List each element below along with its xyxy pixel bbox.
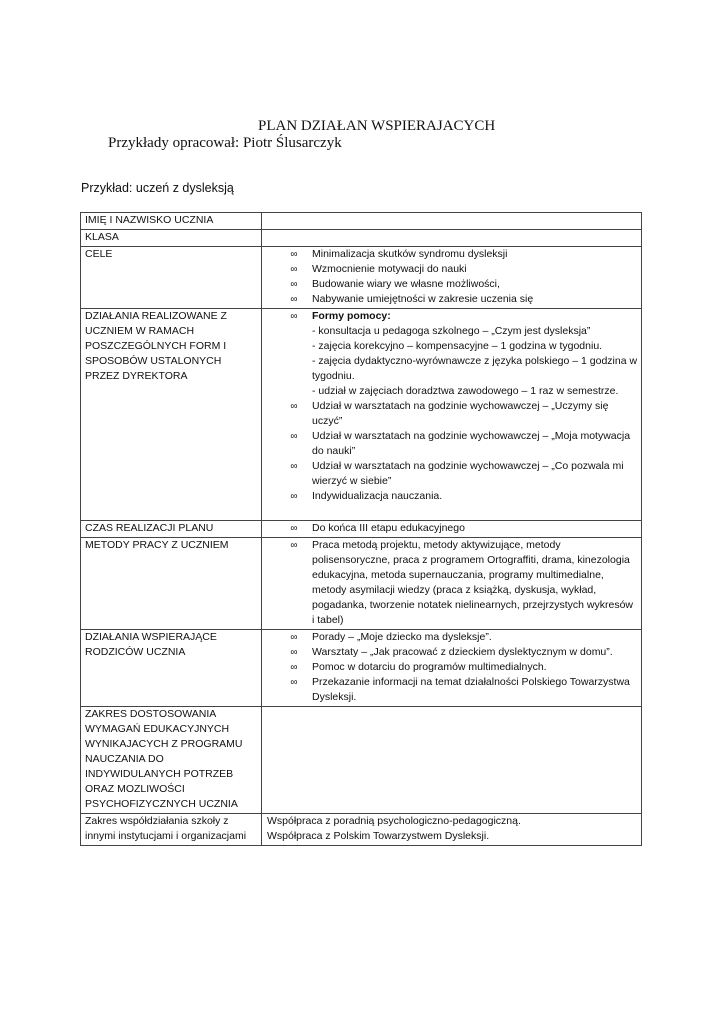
form-of-help-line: - zajęcia korekcyjno – kompensacyjne – 1 godzina w tygodniu. [312,340,603,352]
methods-list [266,538,638,628]
infinity-bullet-icon: ∞ [290,264,298,275]
row-label: KLASA [81,230,262,247]
list-item-text: Przekazanie informacji na temat działalności Polskiego Towarzystwa Dysleksji. [312,676,630,703]
list-item [266,459,638,489]
list-item [266,538,638,628]
list-item [266,399,638,429]
infinity-bullet-icon: ∞ [290,662,298,673]
list-item [266,429,638,459]
class-value [262,230,642,247]
list-item [266,521,638,536]
list-item-text: Wzmocnienie motywacji do nauki [312,263,467,275]
infinity-bullet-icon: ∞ [290,401,298,412]
list-item-text: Budowanie wiary we własne możliwości, [312,278,500,290]
parents-cell [262,630,642,707]
list-item-text: Udział w warsztatach na godzinie wychowawczej – „Moja motywacja do nauki” [312,430,631,457]
support-plan-table [80,212,642,846]
list-item [266,489,638,504]
cooperation-cell [262,814,642,846]
table-row-cooperation [81,814,642,846]
adaptation-value [262,707,642,814]
row-label: DZIAŁANIA WSPIERAJĄCE RODZICÓW UCZNIA [81,630,262,707]
time-list [266,521,638,536]
infinity-bullet-icon: ∞ [290,249,298,260]
infinity-bullet-icon: ∞ [290,431,298,442]
row-label: CELE [81,247,262,309]
cooperation-line: Współpraca z poradnią psychologiczno-pedagogiczną. [267,815,521,827]
list-item [266,309,638,399]
list-item [266,630,638,645]
infinity-bullet-icon: ∞ [290,677,298,688]
form-of-help-line: - udział w zajęciach doradztwa zawodowego – 1 raz w semestrze. [312,385,619,397]
row-label: IMIĘ I NAZWISKO UCZNIA [81,213,262,230]
form-of-help-line: - zajęcia dydaktyczno-wyrównawcze z języka polskiego – 1 godzina w tygodniu. [312,355,638,382]
row-label: ZAKRES DOSTOSOWANIA WYMAGAŃ EDUKACYJNYCH WYNIKAJACYCH Z PROGRAMU NAUCZANIA DO INDYWIDULANYCH POTRZEB ORAZ MOZLIWOŚCI PSYCHOFIZYCZNYCH UCZNIA [81,707,262,814]
infinity-bullet-icon: ∞ [290,523,298,534]
actions-items-list [266,399,638,504]
methods-cell [262,538,642,630]
list-item [266,660,638,675]
list-item [266,645,638,660]
infinity-bullet-icon: ∞ [290,540,298,551]
table-row-parents [81,630,642,707]
table-row-methods [81,538,642,630]
list-item-text: Udział w warsztatach na godzinie wychowawczej – „Uczymy się uczyć” [312,400,609,427]
list-item-text: Warsztaty – „Jak pracować z dzieckiem dyslektycznym w domu”. [312,646,613,658]
goals-cell [262,247,642,309]
list-item [266,262,638,277]
infinity-bullet-icon: ∞ [290,294,298,305]
list-item [266,277,638,292]
parents-list [266,630,638,705]
table-row-student-name [81,213,642,230]
infinity-bullet-icon: ∞ [290,461,298,472]
document-title: PLAN DZIAŁAN WSPIERAJACYCH [258,118,496,134]
forms-heading: Formy pomocy: [312,310,391,322]
row-label: DZIAŁANIA REALIZOWANE Z UCZNIEM W RAMACH POSZCZEGÓLNYCH FORM I SPOSOBÓW USTALONYCH PRZEZ DYREKTORA [81,309,262,521]
goals-list [266,247,638,307]
row-label: METODY PRACY Z UCZNIEM [81,538,262,630]
student-name-value [262,213,642,230]
row-label: CZAS REALIZACJI PLANU [81,521,262,538]
list-item [266,292,638,307]
document-author-line: Przykłady opracował: Piotr Ślusarczyk [108,135,342,151]
infinity-bullet-icon: ∞ [290,647,298,658]
row-label: Zakres współdziałania szkoły z innymi instytucjami i organizacjami [81,814,262,846]
forms-sublist [312,324,638,399]
list-item [266,675,638,705]
time-cell [262,521,642,538]
list-item-text: Do końca III etapu edukacyjnego [312,522,465,534]
infinity-bullet-icon: ∞ [290,632,298,643]
actions-list [266,309,638,399]
table-row-time [81,521,642,538]
list-item [266,247,638,262]
infinity-bullet-icon: ∞ [290,279,298,290]
list-item-text: Udział w warsztatach na godzinie wychowawczej – „Co pozwala mi wierzyć w siebie” [312,460,624,487]
list-item-text: Minimalizacja skutków syndromu dysleksji [312,248,508,260]
list-item-text: Pomoc w dotarciu do programów multimedialnych. [312,661,547,673]
table-row-goals [81,247,642,309]
actions-cell [262,309,642,521]
example-label: Przykład: uczeń z dysleksją [81,181,234,195]
cooperation-line: Współpraca z Polskim Towarzystwem Dysleksji. [267,830,490,842]
list-item-text: Indywidualizacja nauczania. [312,490,443,502]
list-item-text: Praca metodą projektu, metody aktywizujące, metody polisensoryczne, praca z programem Ortograffiti, drama, kinezologia edukacyjna, metoda supernauczania, programy multimedialne, metody asymilacji wiedzy (praca z książką, dyskusja, wykład, pogadanka, tworzenie notatek nielinearnych, przejrzystych wykresów i tabel) [312,539,633,626]
table-row-actions [81,309,642,521]
infinity-bullet-icon: ∞ [290,311,298,322]
list-item-text: Nabywanie umiejętności w zakresie uczenia się [312,293,534,305]
infinity-bullet-icon: ∞ [290,491,298,502]
table-row-adaptation [81,707,642,814]
list-item-text: Porady – „Moje dziecko ma dysleksje”. [312,631,492,643]
table-row-class [81,230,642,247]
form-of-help-line: - konsultacja u pedagoga szkolnego – „Czym jest dysleksja” [312,325,591,337]
